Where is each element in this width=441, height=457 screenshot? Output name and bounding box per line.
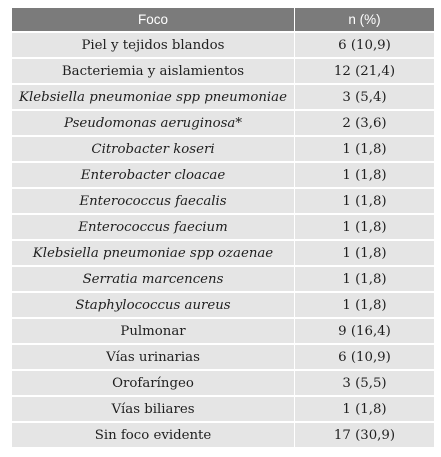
cell-foco: Enterococcus faecalis [12, 189, 295, 215]
table-header-row [12, 8, 434, 33]
table-row [12, 111, 434, 137]
table-row [12, 345, 434, 371]
cell-n-percent: 12 (21,4) [295, 59, 434, 85]
cell-foco: Vías urinarias [12, 345, 295, 371]
table-row [12, 241, 434, 267]
cell-foco: Sin foco evidente [12, 423, 295, 449]
cell-n-percent: 1 (1,8) [295, 397, 434, 423]
table-row [12, 163, 434, 189]
table-row [12, 59, 434, 85]
cell-foco: Vías biliares [12, 397, 295, 423]
cell-foco: Orofaríngeo [12, 371, 295, 397]
cell-foco: Staphylococcus aureus [12, 293, 295, 319]
table-body [12, 33, 434, 449]
cell-n-percent: 3 (5,5) [295, 371, 434, 397]
table-row [12, 189, 434, 215]
cell-foco: Enterococcus faecium [12, 215, 295, 241]
cell-n-percent: 1 (1,8) [295, 189, 434, 215]
cell-n-percent: 3 (5,4) [295, 85, 434, 111]
cell-n-percent: 2 (3,6) [295, 111, 434, 137]
table-row [12, 319, 434, 345]
cell-n-percent: 1 (1,8) [295, 163, 434, 189]
cell-foco: Bacteriemia y aislamientos [12, 59, 295, 85]
cell-foco: Piel y tejidos blandos [12, 33, 295, 59]
cell-n-percent: 1 (1,8) [295, 267, 434, 293]
cell-foco: Pulmonar [12, 319, 295, 345]
cell-foco: Serratia marcencens [12, 267, 295, 293]
table-row [12, 397, 434, 423]
foco-table [12, 8, 434, 449]
cell-foco: Citrobacter koseri [12, 137, 295, 163]
cell-n-percent: 9 (16,4) [295, 319, 434, 345]
cell-foco: Klebsiella pneumoniae spp pneumoniae [12, 85, 295, 111]
cell-n-percent: 1 (1,8) [295, 293, 434, 319]
table-row [12, 215, 434, 241]
header-n-percent: n (%) [295, 8, 434, 33]
table-row [12, 293, 434, 319]
table-row [12, 137, 434, 163]
cell-n-percent: 6 (10,9) [295, 33, 434, 59]
table-row [12, 267, 434, 293]
cell-foco: Enterobacter cloacae [12, 163, 295, 189]
table-row [12, 33, 434, 59]
cell-foco: Klebsiella pneumoniae spp ozaenae [12, 241, 295, 267]
cell-n-percent: 1 (1,8) [295, 137, 434, 163]
table-row [12, 371, 434, 397]
header-foco: Foco [12, 8, 295, 33]
table-row [12, 85, 434, 111]
cell-n-percent: 6 (10,9) [295, 345, 434, 371]
cell-foco: Pseudomonas aeruginosa* [12, 111, 295, 137]
foco-table-container [12, 8, 434, 449]
cell-n-percent: 1 (1,8) [295, 215, 434, 241]
cell-n-percent: 17 (30,9) [295, 423, 434, 449]
table-row [12, 423, 434, 449]
cell-n-percent: 1 (1,8) [295, 241, 434, 267]
